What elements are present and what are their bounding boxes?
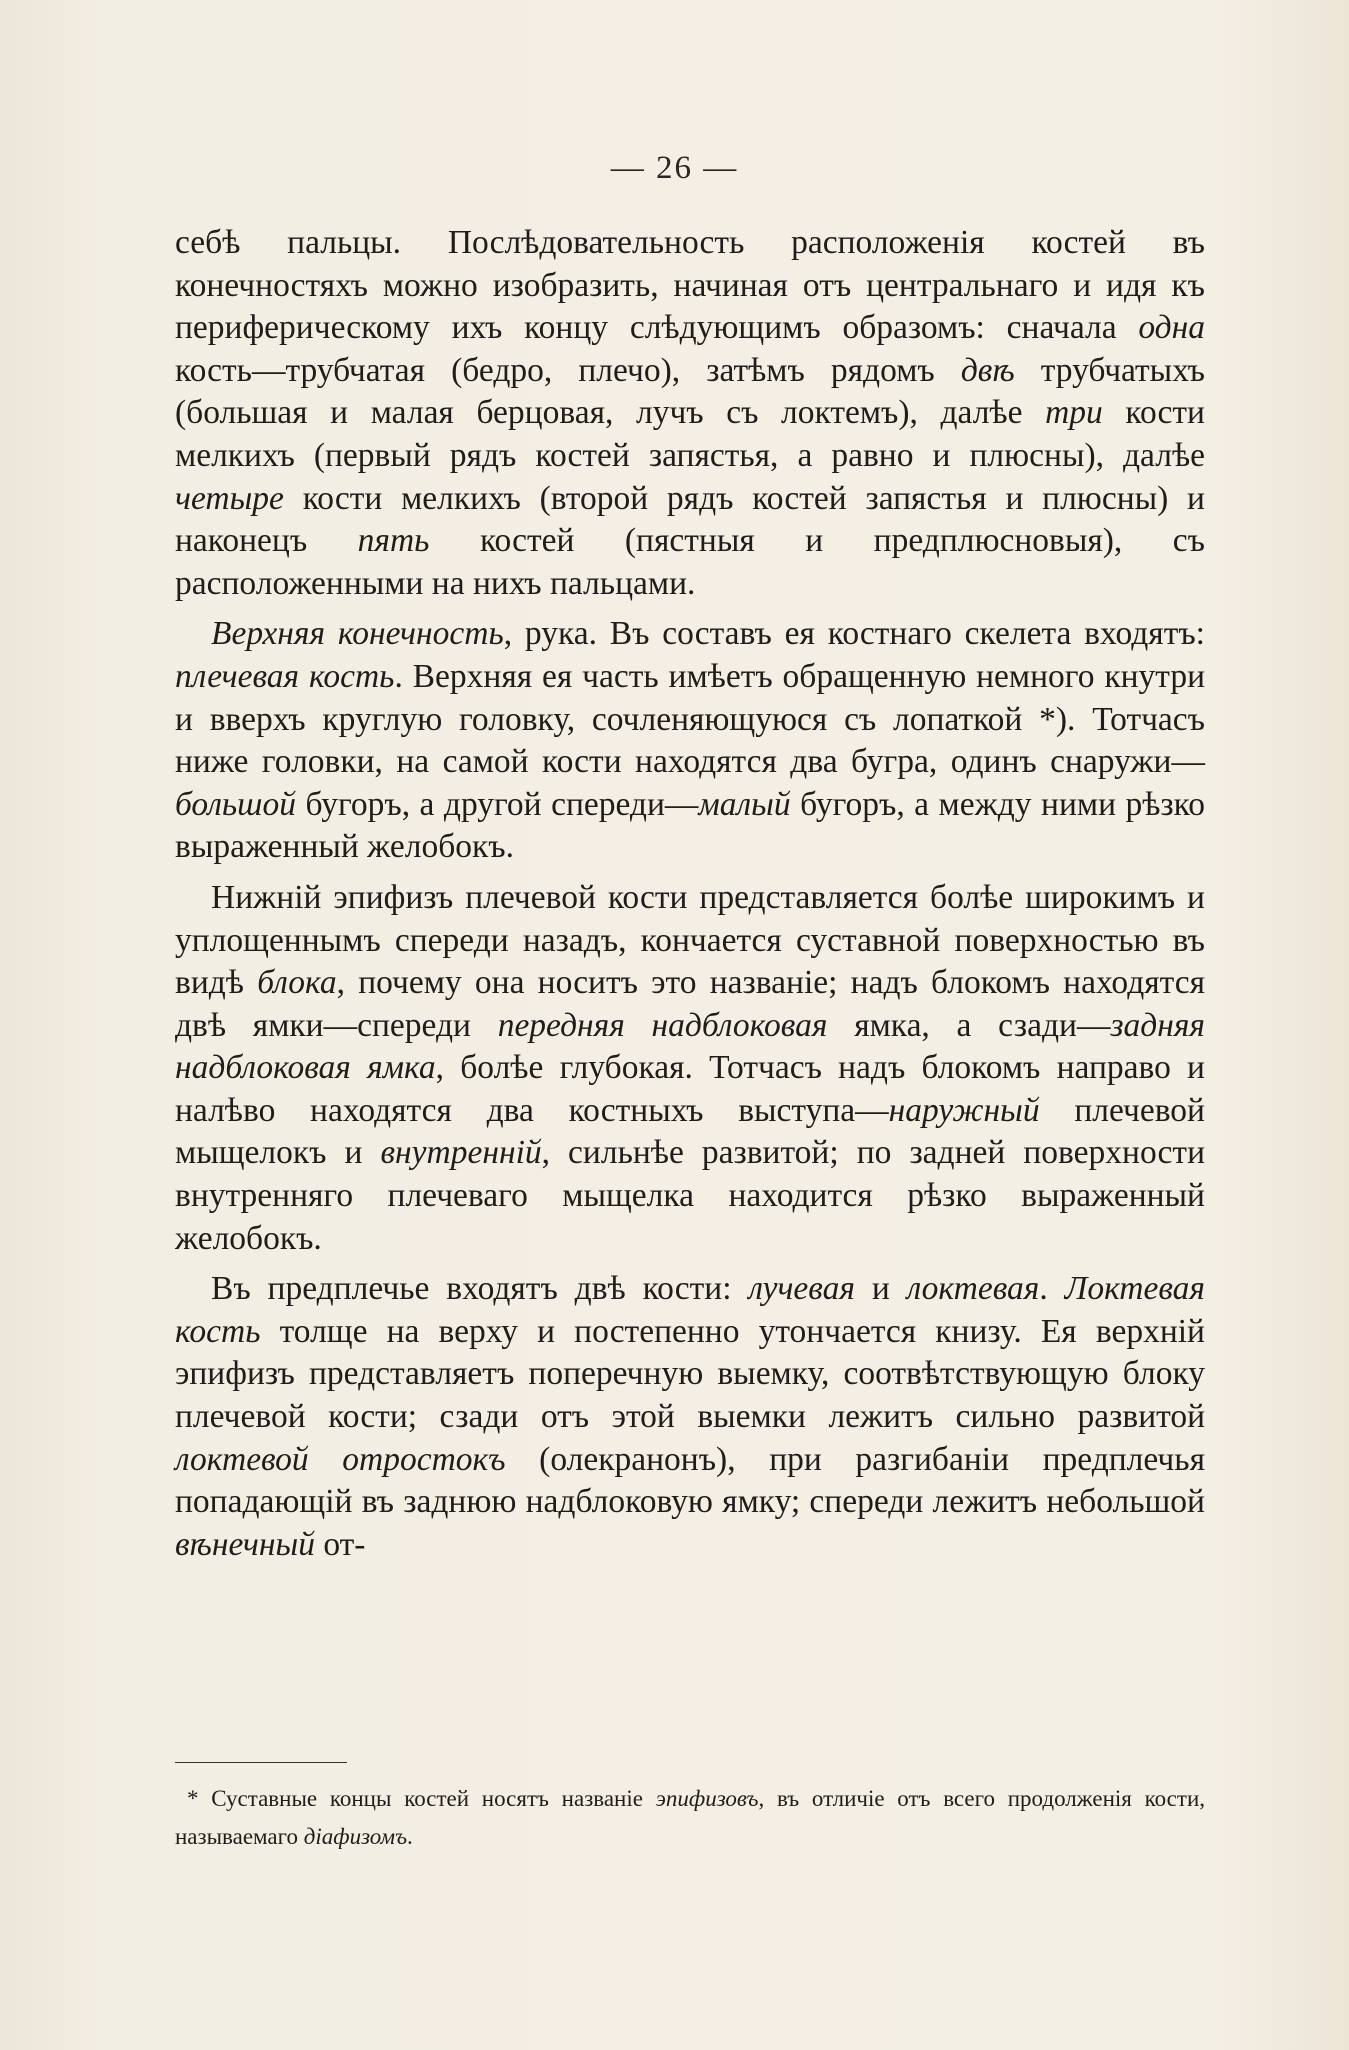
italic-term: четыре — [175, 479, 284, 517]
text-run: , болѣе глубокая. Тотчасъ надъ блокомъ направо и налѣво находятся два костныхъ выступа— — [175, 1049, 1205, 1129]
text-run: Нижній эпифизъ плечевой кости представляется болѣе широкимъ и уплощеннымъ спереди назадъ, кончается суставной поверхностью въ видѣ — [175, 878, 1205, 1002]
text-run: Въ предплечье входятъ двѣ кости: — [211, 1270, 749, 1308]
text-run: кости мелкихъ (второй рядъ костей запястья и плюсны) и наконецъ — [175, 479, 1205, 560]
text-run: (олекранонъ), при разгибаніи предплечья попадающій въ заднюю надблоковую ямку; спереди лежитъ небольшой — [175, 1440, 1205, 1521]
text-run: * Суставные концы костей носятъ названіе — [187, 1786, 656, 1811]
italic-term: внутренній — [380, 1134, 542, 1172]
italic-term: одна — [1138, 309, 1205, 347]
italic-term: вѣнечный — [175, 1525, 315, 1563]
italic-term: лучевая — [748, 1270, 855, 1308]
text-run: себѣ пальцы. Послѣдовательность расположенія костей въ конечностяхъ можно изобразить, начиная отъ центральнаго и идя къ периферическому ихъ концу слѣдующимъ образомъ: сначала — [175, 224, 1205, 347]
text-run: , рука. Въ составъ ея костнаго скелета входятъ: — [503, 615, 1205, 653]
italic-term: локтевая — [906, 1270, 1040, 1308]
text-run: . Верхняя ея часть имѣетъ обращенную немного кнутри и вверхъ круглую головку, сочленяющуюся съ лопаткой *). Тотчасъ ниже головки, на самой кости находятся два бугра, одинъ снаружи— — [175, 657, 1206, 781]
italic-term: двѣ — [960, 351, 1015, 389]
italic-term: задняя надблоковая ямка — [175, 1006, 1205, 1087]
paragraph-forearm — [175, 1268, 1205, 1566]
text-run: бугоръ, а между ними рѣзко выраженный желобокъ. — [175, 785, 1205, 866]
italic-term: большой — [175, 785, 296, 823]
paragraph-upper-limb — [175, 613, 1205, 869]
text-run: трубчатыхъ (большая и малая берцовая, лучъ съ локтемъ), далѣе — [175, 351, 1205, 432]
text-run: кость—трубчатая (бедро, плечо), затѣмъ рядомъ — [175, 351, 961, 389]
text-run: бугоръ, а другой спереди— — [295, 785, 699, 823]
text-run: , почему она носитъ это названіе; надъ блокомъ находятся двѣ ямки—спереди — [175, 964, 1205, 1044]
footnote — [175, 1780, 1205, 1856]
footnote-divider — [175, 1762, 347, 1763]
italic-term: три — [1045, 394, 1103, 432]
italic-term: малый — [698, 785, 791, 823]
text-run: . — [1039, 1270, 1065, 1308]
italic-term: пять — [357, 522, 430, 560]
body-text — [175, 222, 1205, 1566]
text-run: толще на верху и постепенно утончается книзу. Ея верхній эпифизъ представляетъ поперечную выемку, соотвѣтствующую блоку плечевой кости; сзади отъ этой выемки лежитъ сильно развитой — [175, 1312, 1205, 1436]
italic-term: плечевая кость — [175, 657, 395, 695]
italic-term: діафизомъ — [303, 1824, 408, 1849]
text-run: , въ отличіе отъ всего продолженія кости, называемаго — [175, 1786, 1206, 1849]
text-run: , сильнѣе развитой; по задней поверхности внутренняго плечеваго мыщелка находится рѣзко выраженный желобокъ. — [175, 1134, 1205, 1257]
italic-term: блока — [257, 964, 337, 1002]
text-run: плечевой мыщелокъ и — [175, 1091, 1205, 1172]
text-run: ямка, а сзади— — [827, 1006, 1111, 1044]
text-run: от- — [314, 1525, 366, 1563]
italic-term: наружный — [888, 1091, 1040, 1129]
text-run: . — [407, 1824, 413, 1849]
paragraph-limb-bones-order — [175, 222, 1205, 605]
italic-term: Верхняя конечность — [211, 615, 504, 653]
italic-term: Локтевая кость — [175, 1270, 1206, 1350]
italic-term: локтевой отростокъ — [175, 1440, 506, 1478]
italic-term: эпифизовъ — [655, 1786, 759, 1811]
text-run: костей (пястныя и предплюсновыя), съ расположенными на нихъ пальцами. — [175, 522, 1205, 602]
page-number: — 26 — — [610, 150, 739, 186]
italic-term: передняя надблоковая — [497, 1006, 828, 1044]
paragraph-humerus-lower-epiphysis — [175, 877, 1205, 1260]
text-run: и — [854, 1270, 907, 1308]
text-run: кости мелкихъ (первый рядъ костей запястья, а равно и плюсны), далѣе — [175, 394, 1205, 474]
